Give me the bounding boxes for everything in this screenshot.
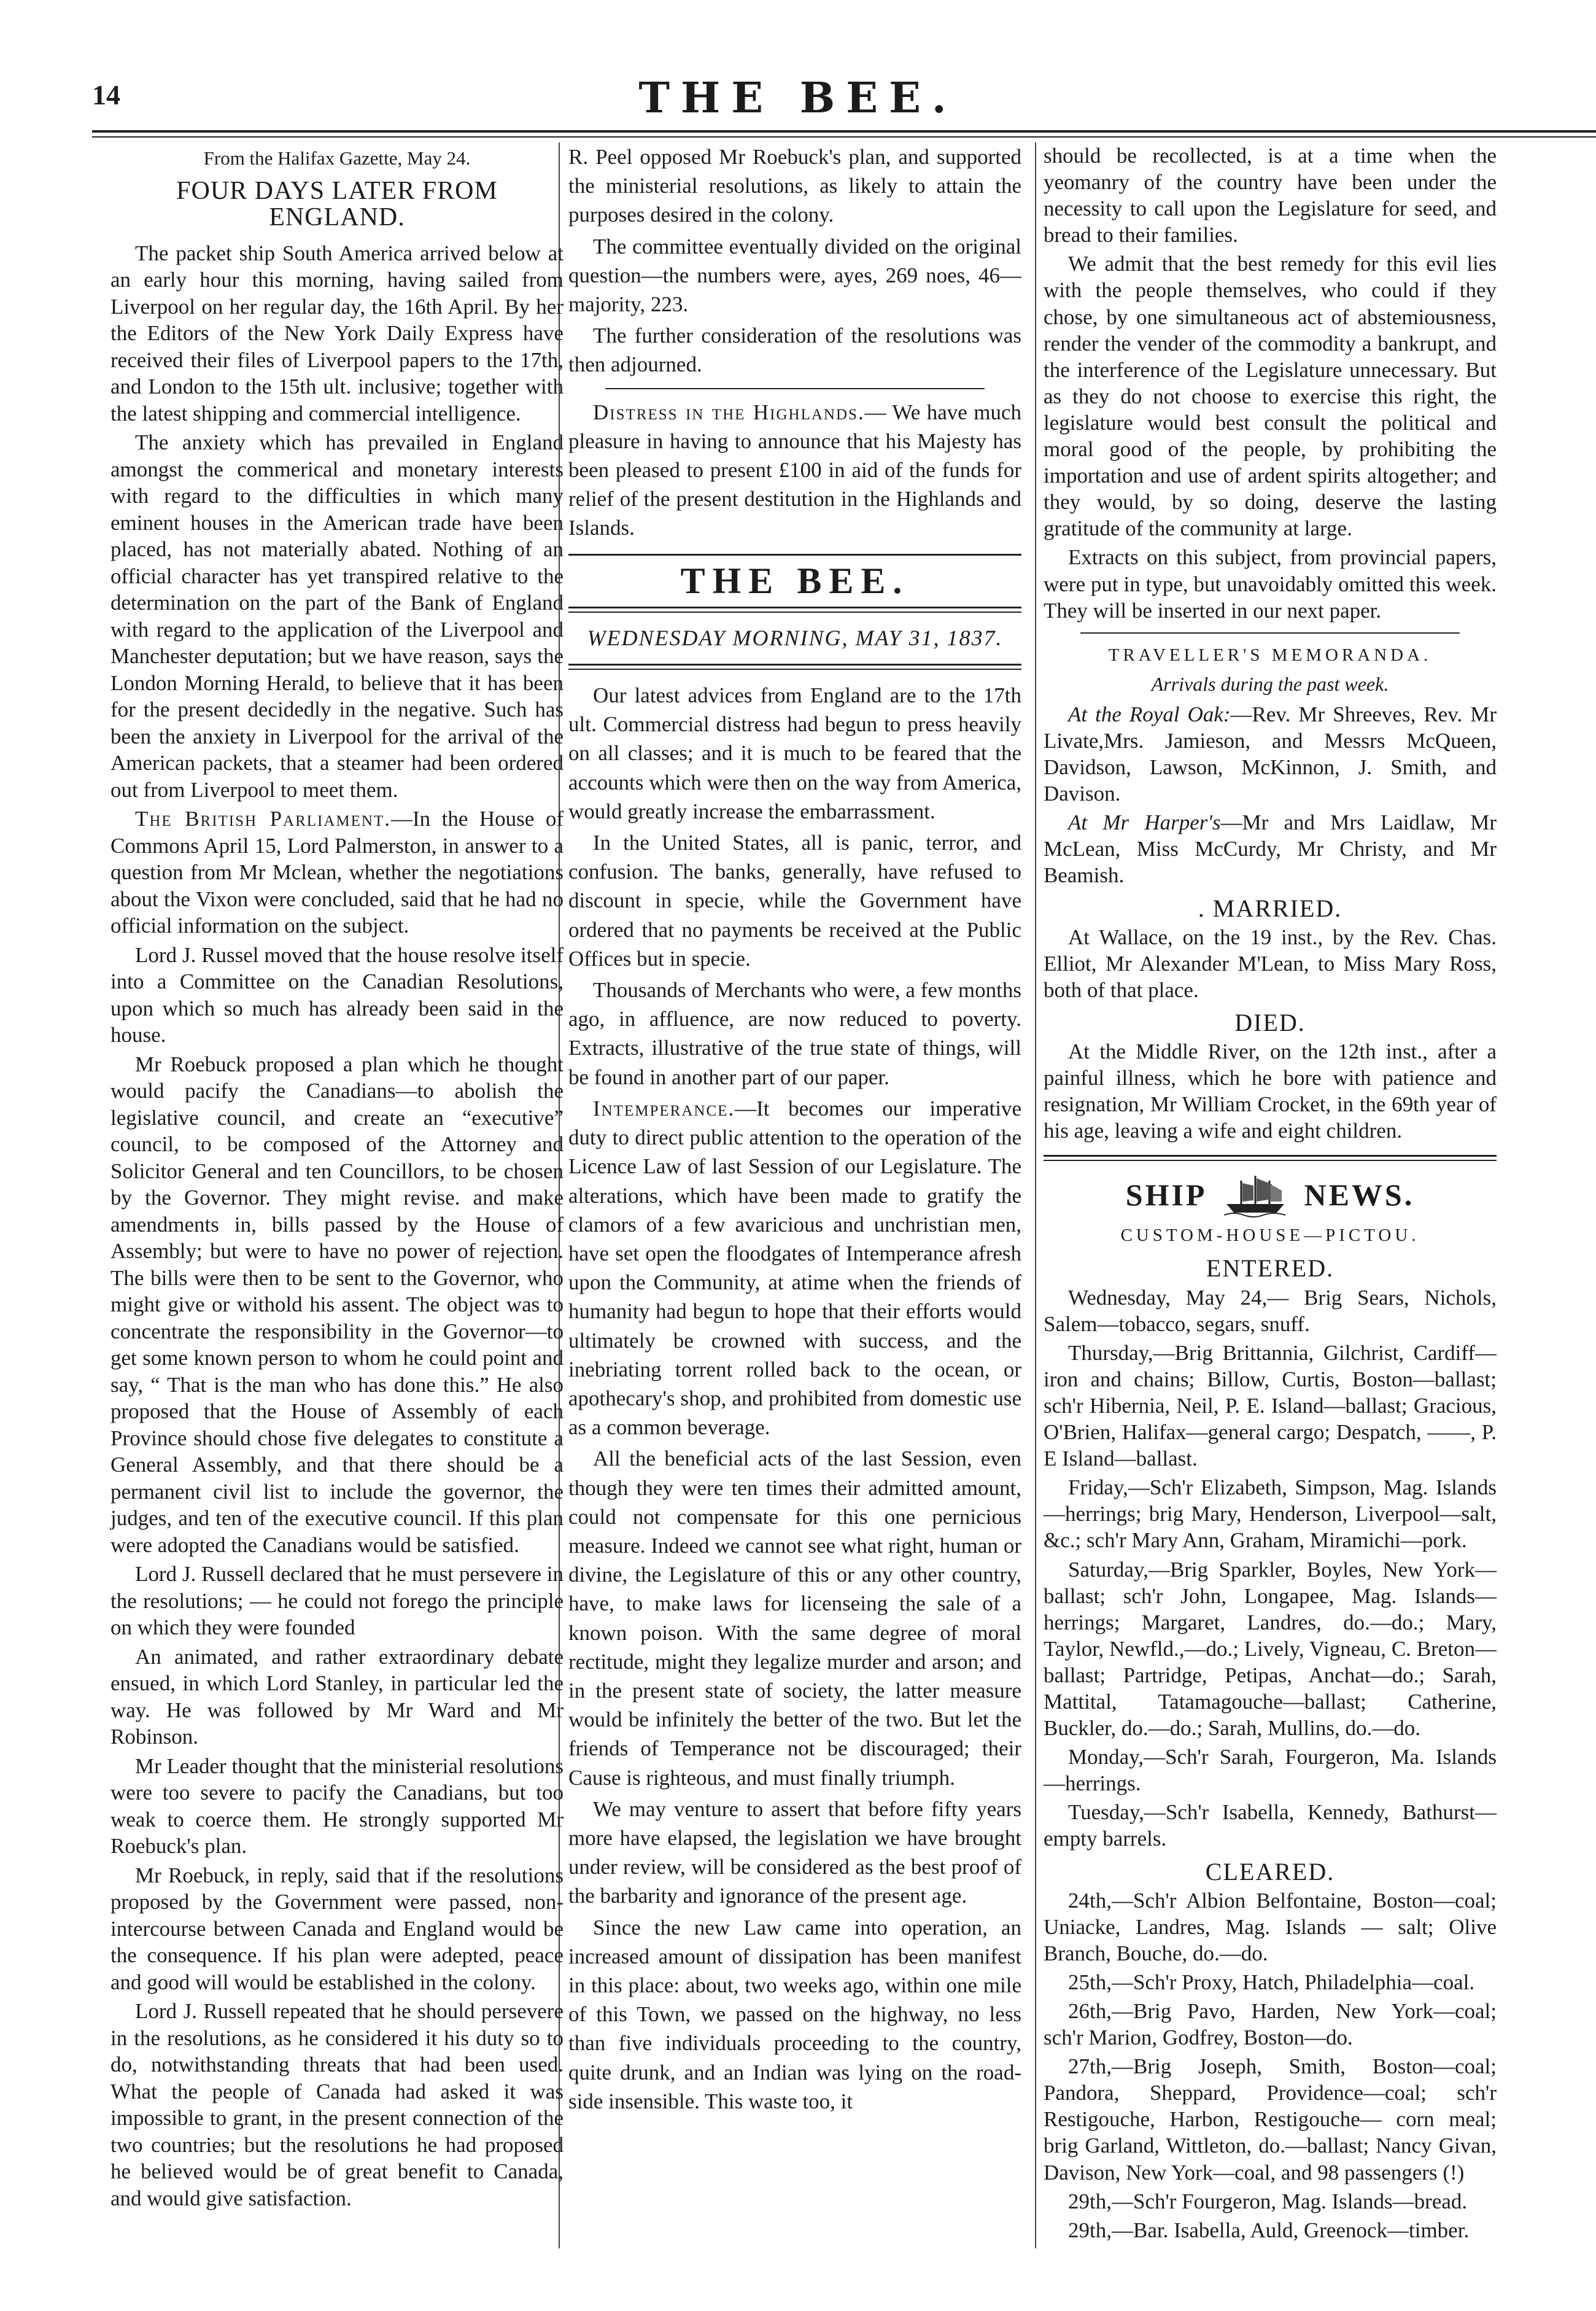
paragraph-text: —Rev. Mr Shreeves, Rev. Mr Livate,Mrs. Jamieson, and Messrs McQueen, Davidson, Lawson, McKinnon, J. Smith, and Davison. [1044,702,1497,806]
paragraph: Mr Roebuck proposed a plan which he thought would pacify the Canadians—to abolish the legislative council, and create an “executive” council, to be composed of the Attorney and Solicitor General and ten Councillors, to be chosen by the Governor. They might revise. and make amendments in, bills passed by the House of Assembly; but were to have no power of rejection. The bills were then to be sent to the Governor, who might give or withold his assent. The object was to concentrate the responsibility in the Governor—to get some known person to whom he could point and say, “ That is the man who has done this.” He also proposed that the House of Assembly of each Province should chose five delegates to constitute a General Assembly, and that there should be a permanent civil list to include the governor, the judges, and ten of the executive council. If this plan were adopted the Canadians would be satisfied. [110,1052,564,1557]
paragraph: Mr Roebuck, in reply, said that if the resolutions proposed by the Government were passed, non-intercourse between Canada and England would be the consequence. If his plan were adepted, peace and good will would be established in the colony. [110,1863,564,1994]
died-heading: DIED. [1234,1008,1306,1036]
article-headline: FOUR DAYS LATER FROM ENGLAND. [176,176,498,231]
paragraph: Extracts on this subject, from provincial papers, were put in type, but unavoidably omitted this week. They will be inserted in our next paper. [1044,545,1497,623]
paragraph: The committee eventually divided on the original question—the numbers were, ayes, 269 noes, 46—majority, 223. [568,234,1021,317]
separator [605,388,985,389]
cleared-heading: CLEARED. [1205,1857,1335,1886]
shipping-entry: Wednesday, May 24,— Brig Sears, Nichols, Salem—tobacco, segars, snuff. [1044,1285,1497,1336]
paragraph: The further consideration of the resolutions was then adjourned. [568,324,1021,377]
paragraph [568,398,1021,543]
paragraph: should be recollected, is at a time when the yeomanry of the country have been under the necessity to call upon the Legislature for seed, and bread to their families. [1044,144,1497,247]
paragraph: We may venture to assert that before fifty years more have elapsed, the legislation we have brought under review, will be considered as the best proof of the barbarity and ignorance of the present age. [568,1796,1021,1908]
paragraph: We admit that the best remedy for this evil lies with the people themselves, who could if they chose, by one simultaneous act of abstemiousness, render the vender of the commodity a bankrupt, and the interference of the Legislature unnecessary. But as they do not choose to exercise this right, the legislature would best consult the political and moral good of the people, by prohibiting the importation and use of ardent spirits altogether; and they would, by so doing, deserve the lasting gratitude of the community at large. [1044,252,1497,541]
memo-lead: At the Royal Oak: [1068,702,1231,726]
paragraph-text: — We have much pleasure in having to announce that his Majesty has been pleased to present £100 in aid of the funds for relief of the present destitution in the Highlands and Islands. [568,400,1021,540]
paragraph: Lord J. Russel moved that the house resolve itself into a Committee on the Canadian Resolutions, upon which so much has already been said in the house. [110,942,564,1047]
paragraph: Thousands of Merchants who were, a few months ago, in affluence, are now reduced to poverty. Extracts, illustrative of the true state of things, will be found in another part of our paper. [568,978,1021,1089]
entered-heading: ENTERED. [1206,1254,1335,1283]
paragraph: Lord J. Russell declared that he must persevere in the resolutions; — he could not forego the principle on which they were founded [110,1562,564,1639]
paragraph: An animated, and rather extraordinary debate ensued, in which Lord Stanley, in particular led the way. He was followed by Mr Ward and Mr Robinson. [110,1644,564,1749]
memoranda-heading: TRAVELLER'S MEMORANDA. [1108,645,1432,665]
double-rule [568,607,1021,613]
header-rule-thin [92,136,1596,138]
paragraph: Lord J. Russell repeated that he should persevere in the resolutions, as he considered it his duty so to do, notwithstanding threats that had been used. What the people of Canada had asked it was impossible to grant, in the present connection of the two countries; but the resolutions he had proposed he believed would be of great benefit to Canada, and would give satisfaction. [110,1999,564,2210]
shipping-entry: Saturday,—Brig Sparkler, Boyles, New York—ballast; sch'r John, Longapee, Mag. Islands—herrings; Margaret, Landres, do.—do.; Mary, Taylor, Newfld.,—do.; Lively, Vigneau, C. Breton—ballast; Partridge, Petipas, Anchat—do.; Sarah, Mattital, Tatamagouche—ballast; Catherine, Buckler, do.—do.; Sarah, Mullins, do.—do. [1044,1557,1497,1741]
double-rule [568,664,1021,670]
double-rule [1044,1155,1497,1161]
paragraph: All the beneficial acts of the last Session, even though they were ten times their admitted amount, could not compensate for this one pernicious measure. Indeed we cannot see what right, human or divine, the Legislature of this or any other country, have, to make laws for licenseing the sale of a known poison. With the same degree of moral rectitude, might they legalize murder and arson; and in the present state of society, the latter measure would be infinitely the better of the two. But let the friends of Temperance not be discouraged; their Cause is righteous, and must finally triumph. [568,1447,1021,1790]
memoranda-subheading: Arrivals during the past week. [1151,672,1389,695]
ship-news-banner [1044,1172,1497,1218]
source-line: From the Halifax Gazette, May 24. [203,147,471,169]
shipping-entry: Monday,—Sch'r Sarah, Fourgeron, Ma. Islands —herrings. [1044,1745,1497,1796]
column-2 [568,142,1021,2118]
shipping-entry: 24th,—Sch'r Albion Belfontaine, Boston—coal; Uniacke, Landres, Mag. Islands — salt; Olive Branch, Bouche, do.—do. [1044,1888,1497,1965]
paragraph: At the Middle River, on the 12th inst., after a painful illness, which he bore with patience and resignation, Mr William Crocket, in the 69th year of his age, leaving a wife and eight children. [1044,1039,1497,1143]
separator [1080,632,1460,634]
shipping-entry: 29th,—Bar. Isabella, Auld, Greenock—timber. [1068,2218,1470,2242]
paragraph: Mr Leader thought that the ministerial resolutions were too severe to pacify the Canadians, but too weak to coerce them. He strongly supported Mr Roebuck's plan. [110,1754,564,1858]
shipping-entry: Friday,—Sch'r Elizabeth, Simpson, Mag. Islands—herrings; brig Mary, Henderson, Liverpool—salt, &c.; sch'r Mary Ann, Graham, Miramichi—pork. [1044,1475,1497,1553]
paragraph [1044,701,1497,807]
paragraph-text: —In the House of Commons April 15, Lord Palmerston, in answer to a question from Mr Mclean, whether the negotiations about the Vixon were concluded, said that he had no official information on the subject. [110,807,564,938]
shipping-entry: Thursday,—Brig Brittannia, Gilchrist, Cardiff—iron and chains; Billow, Curtis, Boston—ballast; sch'r Hibernia, Neil, P. E. Island—ballast; Gracious, O'Brien, Halifax—general cargo; Despatch, ——, P. E Island—ballast. [1044,1340,1497,1471]
news-word: NEWS. [1304,1177,1415,1212]
editorial-masthead: THE BEE. [680,560,910,601]
paragraph-text: —It becomes our imperative duty to direct public attention to the operation of the Licence Law of last Session of our Legislature. The alterations, which have been made to gratify the clamors of a few avaricious and unchristian men, have set open the floodgates of Intemperance afresh upon the Community, at atime when the friends of humanity had begun to hope that their efforts would ultimately be crowned with success, and the inebriating torrent rolled back to the ocean, or apothecary's shop, and prohibited from domestic use as a common beverage. [568,1096,1021,1440]
paragraph: At Wallace, on the 19 inst., by the Rev. Chas. Elliot, Mr Alexander M'Lean, to Miss Mary Ross, both of that place. [1044,925,1497,1002]
ship-word: SHIP [1125,1177,1207,1212]
married-heading: . MARRIED. [1198,894,1342,922]
column-divider [1035,142,1036,2248]
paragraph: The packet ship South America arrived below at an early hour this morning, having sailed from Liverpool on her regular day, the 16th April. By her the Editors of the New York Daily Express have received their files of Liverpool papers to the 17th, and London to the 15th ult. inclusive; together with the latest shipping and commercial intelligence. [110,241,564,425]
separator [568,554,1021,556]
paragraph: Our latest advices from England are to the 17th ult. Commercial distress had begun to press heavily on all classes; and it is much to be feared that the accounts which were then on the way from America, would greatly increase the embarrassment. [568,683,1021,823]
paragraph [110,806,564,939]
paragraph [1044,809,1497,888]
customs-heading: CUSTOM-HOUSE—PICTOU. [1120,1225,1420,1246]
shipping-entry: 26th,—Brig Pavo, Harden, New York—coal; sch'r Marion, Godfrey, Boston—do. [1044,1999,1497,2050]
paragraph [568,1094,1021,1442]
paragraph-text: —Mr and Mrs Laidlaw, Mr McLean, Miss McCurdy, Mr Christy, and Mr Beamish. [1044,810,1497,888]
section-lead: The British Parliament. [135,807,392,831]
ship-icon [1222,1172,1289,1218]
header-rule [92,130,1596,133]
section-lead: Intemperance. [593,1096,735,1121]
paragraph: The anxiety which has prevailed in England amongst the commerical and monetary interests with regard to the difficulties in which many eminent houses in the American trade have been placed, has not materially abated. Nothing of an official character has yet transpired relative to the determination on the part of the Bank of England with regard to the application of the Liverpool and Manchester deputation; but we have reason, says the London Morning Herald, to believe that it has been for the present decidedly in the negative. Such has been the anxiety in Liverpool for the arrival of the American packets, that a steamer had been ordered out from Liverpool to meet them. [110,430,564,802]
shipping-entry: 29th,—Sch'r Fourgeron, Mag. Islands—bread. [1068,2189,1468,2213]
dateline: WEDNESDAY MORNING, MAY 31, 1837. [587,625,1003,650]
shipping-entry: 27th,—Brig Joseph, Smith, Boston—coal; Pandora, Sheppard, Providence—coal; sch'r Restigouche, Harbon, Restigouche— corn meal; brig Garland, Wittleton, do.—ballast; Nancy Givan, Davison, New York—coal, and 98 passengers (!) [1044,2054,1497,2185]
paragraph: Since the new Law came into operation, an increased amount of dissipation has been manifest in this place: about, two weeks ago, within one mile of this Town, we passed on the highway, no less than five individuals proceeding to the country, quite drunk, and an Indian was lying on the road-side insensible. This waste too, it [568,1915,1021,2113]
paragraph: R. Peel opposed Mr Roebuck's plan, and supported the ministerial resolutions, as likely to attain the purposes desired in the colony. [568,145,1021,227]
shipping-entry: 25th,—Sch'r Proxy, Hatch, Philadelphia—coal. [1068,1970,1475,1994]
page-number: 14 [92,79,120,111]
section-lead: Distress in the Highlands. [593,400,865,424]
page-header [92,74,1504,130]
shipping-entry: Tuesday,—Sch'r Isabella, Kennedy, Bathurst—empty barrels. [1044,1800,1497,1851]
memo-lead: At Mr Harper's [1068,810,1221,835]
paragraph: In the United States, all is panic, terror, and confusion. The banks, generally, have refused to discount in specie, while the Government have ordered that no payments be received at the Public Offices but in specie. [568,831,1021,971]
column-3 [1044,142,1497,2246]
masthead: THE BEE. [638,74,958,123]
column-1 [110,142,564,2214]
